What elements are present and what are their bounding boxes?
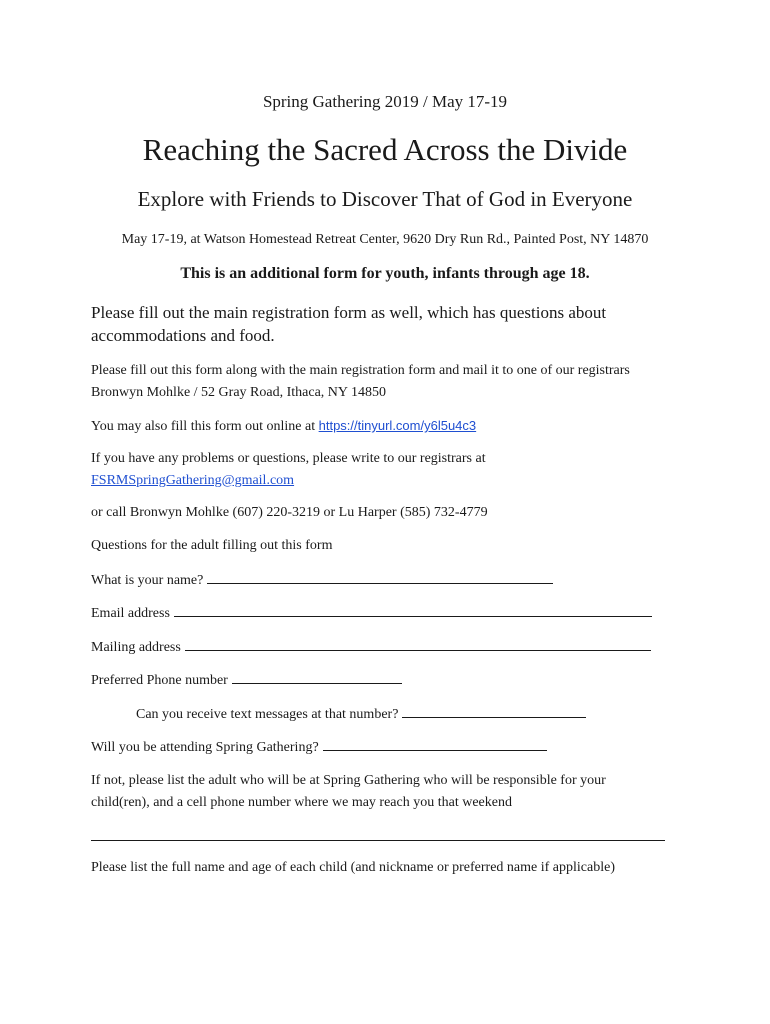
email-field-row (91, 602, 691, 625)
name-field-row (91, 569, 691, 592)
attending-label: Will you be attending Spring Gathering? (91, 740, 319, 755)
name-label: What is your name? (91, 573, 204, 588)
mail-instructions (91, 360, 691, 404)
phone-field-row (91, 669, 691, 692)
attending-blank[interactable] (323, 736, 547, 751)
attending-field-row (91, 736, 691, 759)
text-field-row (136, 703, 696, 726)
phone-blank[interactable] (232, 669, 402, 684)
mailing-field-row (91, 636, 691, 659)
adult-section-heading: Questions for the adult filling out this form (91, 538, 333, 553)
text-label: Can you receive text messages at that number? (136, 707, 399, 722)
responsible-adult-prompt: If not, please list the adult who will be at Spring Gathering who will be responsible for your child(ren), and a cell phone number where we may reach you that weekend (91, 773, 606, 810)
responsible-adult-blank[interactable] (91, 840, 665, 841)
text-blank[interactable] (402, 703, 586, 718)
phone-contact-line: or call Bronwyn Mohlke (607) 220-3219 or Lu Harper (585) 732-4779 (91, 505, 488, 520)
intro-paragraph: Please fill out the main registration form as well, which has questions about accommodations and food. (91, 303, 607, 345)
mailing-label: Mailing address (91, 640, 181, 655)
problems-line: If you have any problems or questions, please write to our registrars at (91, 451, 486, 466)
name-blank[interactable] (207, 569, 553, 584)
registrar-email-link[interactable]: FSRMSpringGathering@gmail.com (91, 473, 295, 488)
page-subtitle: Explore with Friends to Discover That of God in Everyone (137, 187, 633, 211)
youth-form-notice: This is an additional form for youth, infants through age 18. (180, 265, 590, 282)
registrar-address: Bronwyn Mohlke / 52 Gray Road, Ithaca, NY 14850 (91, 385, 386, 400)
email-label: Email address (91, 606, 170, 621)
email-blank[interactable] (174, 602, 652, 617)
children-prompt: Please list the full name and age of each child (and nickname or preferred name if applicable) (91, 860, 615, 875)
problems-block (91, 448, 691, 492)
online-form-link[interactable]: https://tinyurl.com/y6l5u4c3 (318, 418, 477, 433)
page-title: Reaching the Sacred Across the Divide (142, 132, 628, 167)
mail-line: Please fill out this form along with the main registration form and mail it to one of our registrars (91, 363, 630, 378)
online-line (91, 415, 691, 438)
phone-label: Preferred Phone number (91, 673, 228, 688)
event-line: Spring Gathering 2019 / May 17-19 (262, 92, 508, 111)
event-location: May 17-19, at Watson Homestead Retreat Center, 9620 Dry Run Rd., Painted Post, NY 14870 (121, 232, 649, 247)
online-prefix: You may also fill this form out online at (91, 419, 319, 434)
mailing-blank[interactable] (185, 636, 651, 651)
